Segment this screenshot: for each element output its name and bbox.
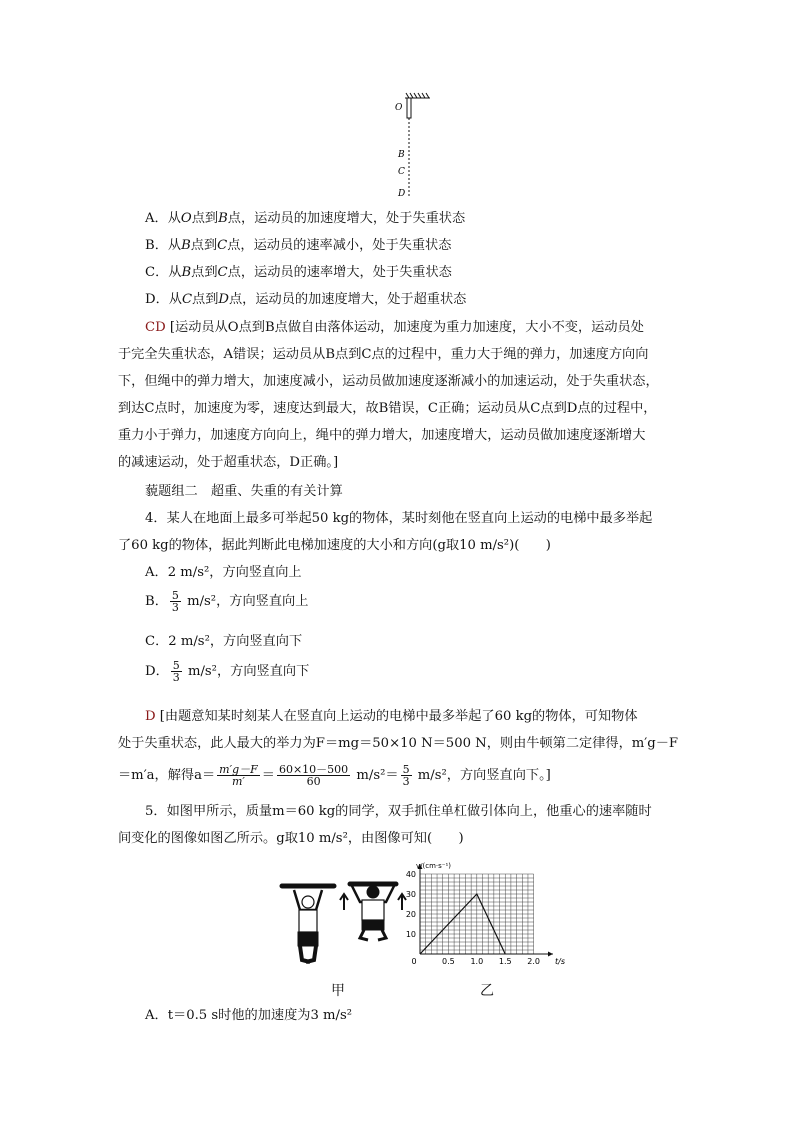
pullup-figure <box>280 880 400 970</box>
q3-option-d: D．从C点到D点，运动员的加速度增大，处于超重状态 <box>145 292 467 307</box>
y-tick-label: 20 <box>405 910 416 919</box>
q3-explanation-line-4: 到达C点时，加速度为零，速度达到最大，故B错误，C正确；运动员从C点到D点的过程中， <box>118 401 657 416</box>
point-C: C <box>398 167 405 177</box>
point-D: D <box>398 189 406 199</box>
q4-option-b: B． $\frac{5}{3}$ m/s²，方向竖直向上 <box>145 589 309 614</box>
q3-option-a: A．从O点到B点，运动员的加速度增大，处于失重状态 <box>145 211 466 226</box>
q3-explanation-line-3: 下，但绳中的弹力增大，加速度减小，运动员做加速度逐渐减小的加速运动，处于失重状态， <box>118 374 659 389</box>
x-tick-label: 0 <box>411 957 417 966</box>
y-axis-label: v/(cm·s⁻¹) <box>416 862 452 870</box>
q4-explanation-line-1: D [由题意知某时刻某人在竖直向上运动的电梯中最多举起了60 kg的物体，可知物体 <box>145 709 638 724</box>
q3-option-c: C．从B点到C点，运动员的速率增大，处于失重状态 <box>145 265 452 280</box>
x-tick-label: 2.0 <box>527 957 541 966</box>
q4-answer-key: D <box>145 709 156 724</box>
bungee-figure <box>385 92 445 200</box>
q5-stem-line-2: 间变化的图像如图乙所示。g取10 m/s²，由图像可知( ) <box>118 831 464 846</box>
point-B: B <box>398 150 405 160</box>
x-axis-label: t/s <box>555 957 565 966</box>
x-tick-label: 0.5 <box>442 957 455 966</box>
q3-explanation-line-1: CD [运动员从O点到B点做自由落体运动，加速度为重力加速度，大小不变，运动员处 <box>145 320 644 335</box>
q4-stem-line-1: 4．某人在地面上最多可举起50 kg的物体，某时刻他在竖直向上运动的电梯中最多举起 <box>145 511 653 526</box>
q3-explanation-line-6: 的减速运动，处于超重状态，D正确。] <box>118 455 339 470</box>
q4-stem-line-2: 了60 kg的物体，据此判断此电梯加速度的大小和方向(g取10 m/s²)( ) <box>118 538 551 553</box>
q3-explanation-line-5: 重力小于弹力，加速度方向向上，绳中的弹力增大，加速度增大，运动员做加速度逐渐增大 <box>118 428 646 443</box>
velocity-series-line <box>420 894 505 954</box>
q5-option-a: A．t＝0.5 s时他的加速度为3 m/s² <box>145 1008 353 1023</box>
q5-stem-line-1: 5．如图甲所示，质量m＝60 kg的同学，双手抓住单杠做引体向上，他重心的速率随时 <box>145 804 652 819</box>
q4-option-a: A．2 m/s²，方向竖直向上 <box>145 565 302 580</box>
y-tick-label: 10 <box>405 930 416 939</box>
y-tick-label: 30 <box>405 890 416 899</box>
q4-option-d: D． $\frac{5}{3}$ m/s²，方向竖直向下 <box>145 659 310 684</box>
velocity-time-chart <box>390 860 565 972</box>
q3-option-b: B．从B点到C点，运动员的速率减小，处于失重状态 <box>145 238 452 253</box>
q3-explanation-line-2: 于完全失重状态，A错误；运动员从B点到C点的过程中，重力大于绳的弹力，加速度方向向 <box>118 347 649 362</box>
q4-explanation-line-2: 处于失重状态，此人最大的举力为F＝mg＝50×10 N＝500 N，则由牛顿第二定律得，m′g－F <box>118 736 679 751</box>
x-tick-label: 1.5 <box>498 957 512 966</box>
y-tick-label: 40 <box>405 870 416 879</box>
x-tick-label: 1.0 <box>470 957 484 966</box>
x-axis-arrow <box>548 952 553 957</box>
q4-option-c: C．2 m/s²，方向竖直向下 <box>145 634 303 649</box>
point-O: O <box>395 103 403 113</box>
section-title: 藐题组二 超重、失重的有关计算 <box>145 484 343 499</box>
figure-label-jia: 甲 <box>331 983 345 999</box>
q4-explanation-line-3: ＝m′a，解得a＝ $\frac{m'g-F}{m'}$ ＝ $\frac{60\times 10-500}{60}$ m/s²＝ $\frac{5}{3}$ m/s²，方向竖直向下。] <box>118 763 551 788</box>
figure-label-yi: 乙 <box>480 983 494 999</box>
q3-answer-key: CD <box>145 320 166 335</box>
